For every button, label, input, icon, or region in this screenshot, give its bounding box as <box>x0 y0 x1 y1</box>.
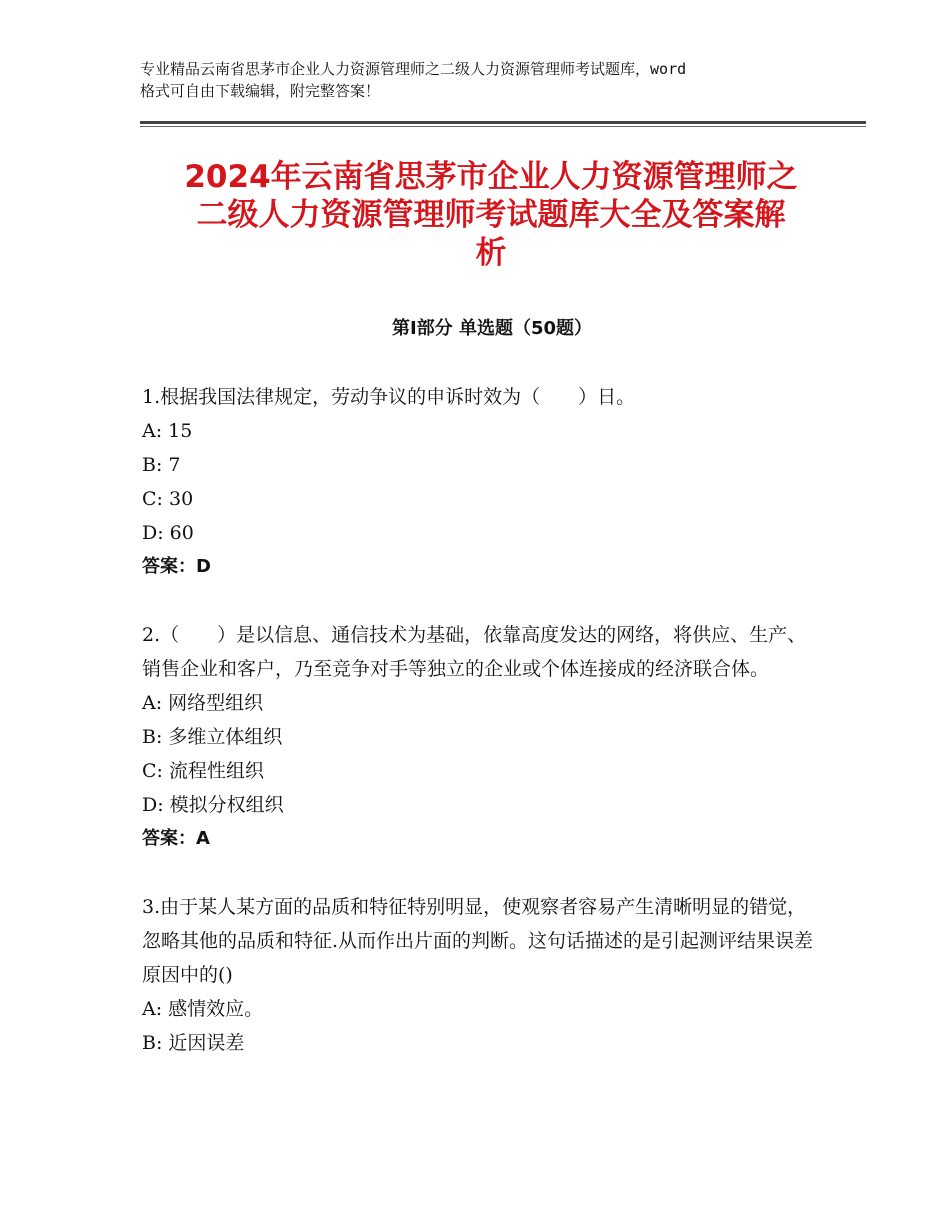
option-a: A: 15 <box>142 420 193 442</box>
header-divider-thin <box>140 126 866 127</box>
option-b: B: 多维立体组织 <box>142 726 283 748</box>
question-stem: 2.（ ）是以信息、通信技术为基础，依靠高度发达的网络，将供应、生产、销售企业和客户，乃至竞争对手等独立的企业或个体连接成的经济联合体。 <box>142 624 807 680</box>
document-title-line-1: 2024年云南省思茅市企业人力资源管理师之 <box>184 159 798 195</box>
question-list <box>142 380 814 1094</box>
question-stem: 1.根据我国法律规定，劳动争议的申诉时效为（ ）日。 <box>142 386 636 408</box>
document-title-line-2: 二级人力资源管理师考试题库大全及答案解 <box>196 197 786 233</box>
option-c: C: 流程性组织 <box>142 760 264 782</box>
section-heading: 第Ⅰ部分 单选题（50题） <box>391 318 592 339</box>
question-1 <box>142 380 814 584</box>
answer: 答案：A <box>142 828 210 849</box>
option-a: A: 感情效应。 <box>142 998 264 1020</box>
header-note-line-2: 格式可自由下载编辑，附完整答案！ <box>140 82 381 100</box>
question-2 <box>142 618 814 856</box>
option-d: D: 模拟分权组织 <box>142 794 284 816</box>
option-b: B: 近因误差 <box>142 1032 245 1054</box>
question-stem: 3.由于某人某方面的品质和特征特别明显，使观察者容易产生清晰明显的错觉，忽略其他的品质和特征.从而作出片面的判断。这句话描述的是引起测评结果误差原因中的() <box>142 896 814 986</box>
header-divider-thick <box>140 121 866 124</box>
option-d: D: 60 <box>142 522 194 544</box>
document-title-line-3: 析 <box>475 235 507 271</box>
option-c: C: 30 <box>142 488 194 510</box>
option-b: B: 7 <box>142 454 181 476</box>
header-note <box>140 58 820 102</box>
header-note-line-1: 专业精品云南省思茅市企业人力资源管理师之二级人力资源管理师考试题库，word <box>140 60 687 78</box>
document-title <box>120 158 862 272</box>
option-a: A: 网络型组织 <box>142 692 264 714</box>
question-3 <box>142 890 814 1060</box>
answer: 答案：D <box>142 556 211 577</box>
